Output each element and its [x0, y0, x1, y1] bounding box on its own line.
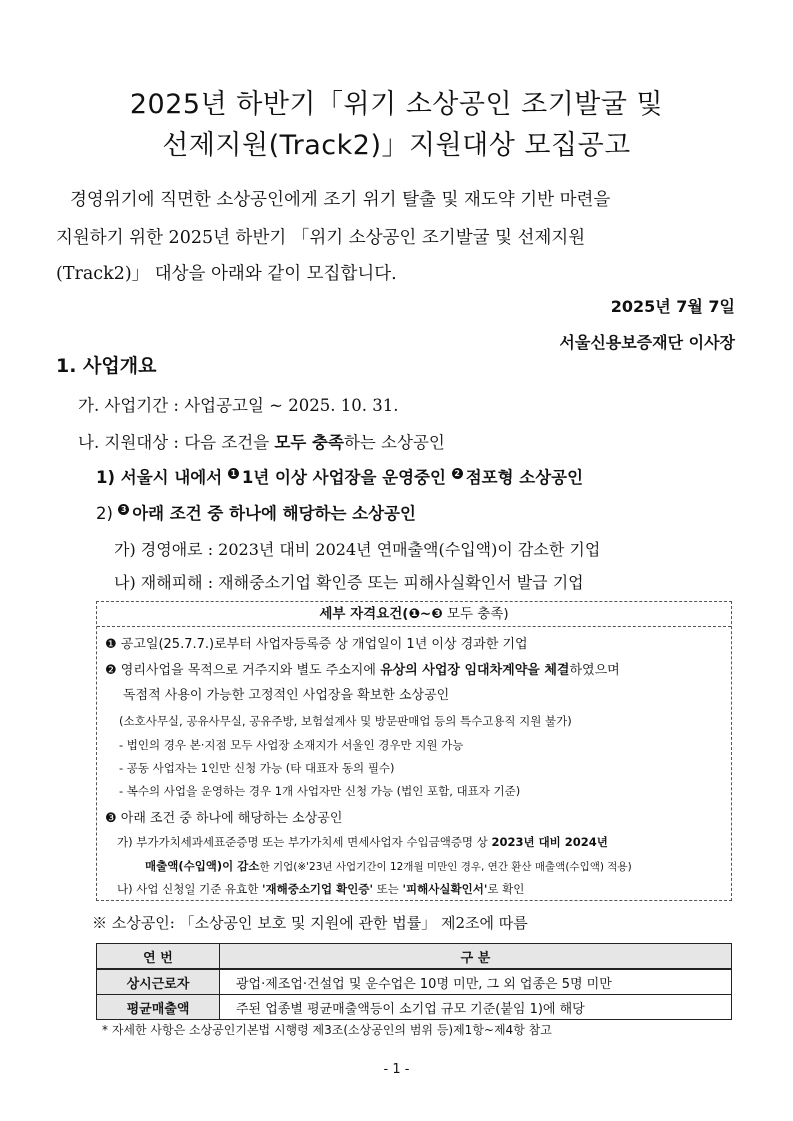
- eligibility-box-header-tail: 모두 충족): [442, 606, 509, 622]
- condition-3-a-part1: 가) 부가가치세과세표준증명 또는 부가가치세 면세사업자 수입금액증명 상: [117, 835, 492, 849]
- eligibility-box-header-range: ❶~❸: [408, 606, 443, 622]
- condition-2-emphasis: 유상의 사업장 임대차계약을 체결: [380, 663, 570, 678]
- marker-1-icon: 1: [228, 468, 239, 479]
- table-cell-key: 상시근로자: [97, 969, 220, 995]
- support-target-prefix: 나. 지원대상 : 다음 조건을: [78, 433, 275, 452]
- criteria-item-1: [96, 464, 583, 488]
- marker-2-icon: 2: [452, 468, 463, 479]
- definition-note: ※ 소상공인: 「소상공인 보호 및 지원에 관한 법률」 제2조에 따름: [92, 914, 528, 932]
- condition-3-a-line2: [145, 858, 632, 874]
- condition-2-detail-3: - 복수의 사업을 운영하는 경우 1개 사업자만 신청 가능 (법인 포함, 대표자 기준): [119, 784, 521, 798]
- table-row: [97, 995, 732, 1020]
- condition-3: ❸ 아래 조건 중 하나에 해당하는 소상공인: [105, 811, 343, 826]
- criteria-item-1-prefix: 1) 서울시 내에서: [96, 468, 228, 487]
- condition-3-a-emphasis-2: 매출액(수입액)이 감소: [145, 859, 260, 873]
- eligibility-box-header: [97, 602, 731, 627]
- definition-table: [96, 943, 732, 1020]
- support-target: [78, 429, 445, 453]
- section-heading: 1. 사업개요: [56, 355, 157, 377]
- business-period: 가. 사업기간 : 사업공고일 ~ 2025. 10. 31.: [78, 396, 399, 415]
- condition-3-b-part3: 또는: [373, 882, 403, 896]
- sub-criteria-a: 가) 경영애로 : 2023년 대비 2024년 연매출액(수입액)이 감소한 기업: [114, 540, 601, 559]
- condition-3-b-part1: 나) 사업 신청일 기준 유효한: [117, 882, 262, 896]
- condition-2: [105, 659, 620, 678]
- support-target-suffix: 하는 소상공인: [343, 433, 445, 452]
- page-title-line2: 선제지원(Track2)」지원대상 모집공고: [162, 130, 631, 161]
- condition-3-b-doc1: '재해중소기업 확인증': [261, 882, 373, 896]
- intro-line3: (Track2)」 대상을 아래와 같이 모집합니다.: [56, 264, 397, 284]
- page-title-line1: 2025년 하반기「위기 소상공인 조기발굴 및: [129, 89, 664, 120]
- eligibility-box-header-title: 세부 자격요건(: [319, 606, 409, 622]
- marker-3-icon: 3: [118, 504, 129, 515]
- condition-2-line2: 독점적 사용이 가능한 고정적인 사업장을 확보한 소상공인: [123, 688, 450, 703]
- table-header-category: 구 분: [220, 944, 732, 970]
- table-cell-value: 광업·제조업·건설업 및 운수업은 10명 미만, 그 외 업종은 5명 미만: [220, 969, 732, 995]
- eligibility-box: [96, 601, 732, 901]
- condition-3-a-part4: 한 기업(※'23년 사업기간이 12개월 미만인 경우, 연간 환산 매출액(수입액) 적용): [259, 861, 632, 873]
- condition-2-note: (소호사무실, 공유사무실, 공유주방, 보험설계사 및 방문판매업 등의 특수고용직 지원 불가): [119, 714, 572, 728]
- page-number: - 1 -: [383, 1062, 410, 1077]
- issuer: 서울신용보증재단 이사장: [559, 333, 735, 352]
- intro-line1: 경영위기에 직면한 소상공인에게 조기 위기 탈출 및 재도약 기반 마련을: [70, 190, 611, 210]
- criteria-item-1-end: 점포형 소상공인: [465, 468, 584, 487]
- condition-3-a: [117, 834, 608, 850]
- support-target-emphasis: 모두 충족: [274, 433, 344, 452]
- condition-3-b-doc2: '피해사실확인서': [402, 882, 488, 896]
- table-header-no: 연 번: [97, 944, 220, 970]
- condition-1: ❶ 공고일(25.7.7.)로부터 사업자등록증 상 개업일이 1년 이상 경과한 기업: [105, 637, 528, 652]
- condition-3-b-part5: 로 확인: [487, 882, 525, 896]
- criteria-item-2-prefix: 2): [96, 504, 119, 523]
- intro-line2: 지원하기 위한 2025년 하반기 「위기 소상공인 조기발굴 및 선제지원: [56, 228, 586, 248]
- condition-2-detail-1: - 법인의 경우 본·지점 모두 사업장 소재지가 서울인 경우만 지원 가능: [119, 738, 464, 752]
- issue-date: 2025년 7월 7일: [610, 297, 735, 316]
- criteria-item-2-text: 아래 조건 중 하나에 해당하는 소상공인: [132, 504, 416, 523]
- condition-3-b: [117, 881, 524, 897]
- condition-2-part-c: 하였으며: [569, 663, 620, 678]
- criteria-item-1-mid: 1년 이상 사업장을 운영중인: [241, 468, 452, 487]
- sub-criteria-b: 나) 재해피해 : 재해중소기업 확인증 또는 피해사실확인서 발급 기업: [114, 573, 584, 592]
- table-header-row: [97, 944, 732, 970]
- criteria-item-2: [96, 500, 416, 524]
- table-row: [97, 969, 732, 995]
- table-cell-key: 평균매출액: [97, 995, 220, 1020]
- condition-2-part-a: ❷ 영리사업을 목적으로 거주지와 별도 주소지에: [105, 663, 381, 678]
- footnote: * 자세한 사항은 소상공인기본법 시행령 제3조(소상공인의 범위 등)제1항~제4항 참고: [102, 1023, 552, 1037]
- table-cell-value: 주된 업종별 평균매출액등이 소기업 규모 기준(붙임 1)에 해당: [220, 995, 732, 1020]
- condition-3-a-emphasis: 2023년 대비 2024년: [491, 835, 608, 849]
- condition-2-detail-2: - 공동 사업자는 1인만 신청 가능 (타 대표자 동의 필수): [119, 761, 395, 775]
